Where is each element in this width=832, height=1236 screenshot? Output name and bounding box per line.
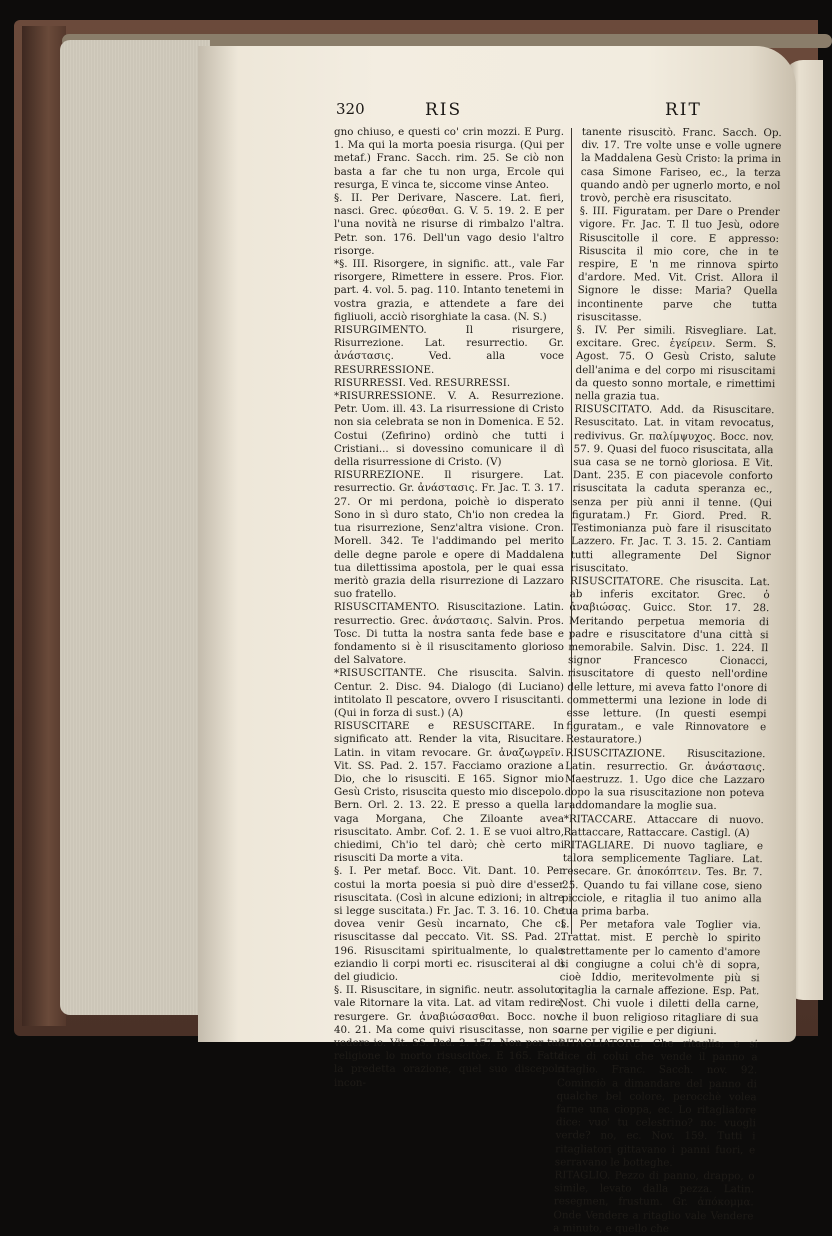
entry-paragraph: *RITACCARE. Attaccare di nuovo. Rattaccare, Rattaccare. Castigl. (A) [563,812,764,839]
entry-paragraph: *RISUSCITANTE. Che risuscita. Salvin. Centur. 2. Disc. 94. Dialogo (di Luciano) intitolato Il pescatore, ovvero I risuscitanti. (Qui in forza di sust.) (A) [334,667,564,719]
entry-paragraph: §. I. Per metaf. Bocc. Vit. Dant. 10. Per costui la morta poesia si può dire d'esser risuscitata. (Così in alcune edizioni; in altre si legge suscitata.) Fr. Jac. T. 3. 16. 10. Che dovea venir Gesù incarnato, Che ci risuscitasse dal peccato. Vit. SS. Pad. 2. 196. Risuscitami spiritualmente, lo quale eziandio li corpi morti ec. risusciterai al dì del giudicio. [334,865,564,983]
left-text-column [334,126,564,1090]
entry-paragraph: gno chiuso, e questi co' crin mozzi. E Purg. 1. Ma qui la morta poesia risurga. (Qui per metaf.) Franc. Sacch. rim. 25. Se ciò non basta a far che tu non urga, Ercole qui resurga, E vinca te, siccome vinse Anteo. [334,126,564,191]
left-guide-word: RIS [425,100,463,120]
page-gutter-shadow [198,46,238,1042]
entry-paragraph: RISUSCITAZIONE. Risuscitazione. Latin. resurrectio. Gr. ἀνάστασις. Maestruzz. 1. Ugo dice che Lazzaro dopo la sua risuscitazione non poteva raddomandare la moglie sua. [564,746,766,813]
entry-paragraph: §. IV. Per simili. Risvegliare. Lat. excitare. Grec. ἐγείρειν. Serm. S. Agost. 75. O Gesù Cristo, salute dell'anima e del corpo mi risuscitami da questo sonno mortale, e rimettimi nella grazia tua. [574,324,777,403]
entry-paragraph: RISUSCITATO. Add. da Risuscitare. Resuscitato. Lat. in vitam revocatus, redivivus. Gr. παλίμψυχος. Bocc. nov. 57. 9. Quasi del fuoco risuscitata, alla sua casa se ne tornò gloriosa. E Vit. Dant. 235. E con piacevole conforto risuscitata la caduta speranza ec., senza per più anni il tenne. (Qui figuratam.) Fr. Giord. Pred. R. Testimonianza può fare il risuscitato Lazzero. Fr. Jac. T. 3. 15. 2. Cantiam tutti allegramente Del Signor risuscitato. [570,403,775,575]
entry-paragraph: RITAGLIATORE. Che ritaglia; e si dice di colui che vende il panno a ritaglio. Franc. Sacch. nov. 92. Cominciò a dimandare del panno di qualche bel colore, perocchè volea farne una cioppa, ec. Lo ritagliatore dice: vuo' tu celestrino? no: vuogli verde? no, ec. Nov. 159. Tutti i ritagliatori gittavano i panni fuori, e serravano le botteghe. [554,1037,759,1169]
entry-paragraph: RISURGIMENTO. Il risurgere, Risurrezione. Lat. resurrectio. Gr. ἀνάστασις. Ved. alla voce RESURRESSIONE. [334,324,564,376]
entry-paragraph: tanente risuscitò. Franc. Sacch. Op. div. 17. Tre volte unse e volle ugnere la Maddalena Gesù Cristo: la prima in casa Simone Fariseo, ec., la terza quando andò per ugnerlo morto, e nol trovò, perchè era risuscitato. [579,126,782,205]
entry-paragraph: RISURREZIONE. Il risurgere. Lat. resurrectio. Gr. ἀνάστασις. Fr. Jac. T. 3. 17. 27. Or mi perdona, poichè io disperato Sono in sì duro stato, Ch'io non credea la tua risurrezione, Senz'altra visione. Cron. Morell. 342. Te l'addimando pel merito delle degne parole e opere di Maddalena tua dilettissima apostola, per le quai essa meritò grazia della risurrezione di Lazzaro suo fratello. [334,469,564,601]
entry-paragraph: RITAGLIARE. Di nuovo tagliare, e talora semplicemente Tagliare. Lat. resecare. Gr. ἀποκόπτειν. Tes. Br. 7. 25. Quando tu fai villane cose, sieno picciole, e ritaglia il tuo animo alla tua prima barba. [561,839,764,918]
page-block-edge [60,40,210,1015]
entry-paragraph: *RISURRESSIONE. V. A. Resurrezione. Petr. Uom. ill. 43. La risurressione di Cristo non sia celebrata se non in Domenica. E 52. Costui (Zefirino) ordinò che tutti i Cristiani... si dovessino comunicare il dì della risurressione di Cristo. (V) [334,390,564,469]
entry-paragraph: RISUSCITAMENTO. Risuscitazione. Latin. resurrectio. Grec. ἀνάστασις. Salvin. Pros. Tosc. Di tutta la nostra santa fede base e fondamento si è il risuscitamento glorioso del Salvatore. [334,601,564,667]
right-text-column [553,126,782,1236]
entry-paragraph: RISUSCITATORE. Che risuscita. Lat. ab inferis excitator. Grec. ὁ ἀναβιώσας. Guicc. Stor. 17. 28. Meritando perpetua memoria di padre e risuscitatore d'una città si memorabile. Salvin. Disc. 1. 224. Il signor Francesco Cionacci, risuscitatore di questo nell'ordine delle letture, mi aveva fatto l'onore di commettermi una lezione in lode di esse letture. (In questi esempi figuratam., e vale Rinnovatore e Restauratore.) [565,574,771,746]
entry-paragraph: *§. III. Risorgere, in signific. att., vale Far risorgere, Rimettere in essere. Pros. Fior. part. 4. vol. 5. pag. 110. Intanto tenetemi in vostra grazia, e attendete a fare dei figliuoli, acciò risorghiate la casa. (N. S.) [334,258,564,323]
entry-paragraph: §. Per metafora vale Toglier via. Trattat. mist. E perchè lo spirito strettamente per lo camento d'amore si congiugne a colui ch'è di sopra, cioè Iddio, meritevolmente più si ritaglia la carnale affezione. Esp. Pat. Nost. Chi vuole i diletti della carne, che il buon religioso ritagliare di sua carne per vigilie e per digiuni. [558,918,762,1037]
entry-paragraph: §. II. Per Derivare, Nascere. Lat. fieri, nasci. Grec. φύεσθαι. G. V. 5. 19. 2. E per l'una novità ne risurse di rimbalzo l'altra. Petr. son. 176. Dell'un vago desio l'altro risorge. [334,192,564,257]
entry-paragraph: RISUSCITARE e RESUSCITARE. In significato att. Render la vita, Risucitare. Latin. in vitam revocare. Gr. ἀναζωγρεῖν. Vit. SS. Pad. 2. 157. Facciamo orazione a Dio, che lo risusciti. E 165. Signor mio Gesù Cristo, risuscita questo mio discepolo. Bern. Orl. 2. 13. 22. E presso a quella la vaga Morgana, Che Ziloante avea risuscitato. Ambr. Cof. 2. 1. E se vuoi altro, chiedimi, Ch'io tel darò; chè certo mi risusciti Da morte a vita. [334,720,564,865]
right-guide-word: RIT [665,100,702,120]
entry-paragraph: §. II. Risuscitare, in signific. neutr. assoluto, vale Ritornare la vita. Lat. ad vitam redire, resurgere. Gr. ἀναβιώσασθαι. Bocc. nov. 40. 21. Ma come quivi risuscitasse, non so vedere io. Vit. SS. Pad. 2. 157. Non per tua religione lo morto risuscitòe. E 165. Fatta la predetta orazione, quel suo discepolo incon- [334,984,564,1089]
page-number: 320 [336,100,365,118]
entry-paragraph: §. III. Figuratam. per Dare o Prender vigore. Fr. Jac. T. Il tuo Jesù, odore Risuscitolle il core. E appresso: Risuscita il mio core, che in te respire, E 'n me rinnova spirto d'ardore. Med. Vit. Crist. Allora il Signore le disse: Maria? Quella incontinente parve che tutta risuscitasse. [576,205,780,324]
entry-paragraph: RITAGLIO. Pezzo di panno, drappo, o simile, levato dalla pezza. Latin. resegmen, frustum. Gr. ἀπόκομμα. Onde Vendere a ritaglio vale Vendere a minuto, e quello che [552,1169,755,1235]
entry-paragraph: RISURRESSI. Ved. RESURRESSI. [334,376,511,389]
